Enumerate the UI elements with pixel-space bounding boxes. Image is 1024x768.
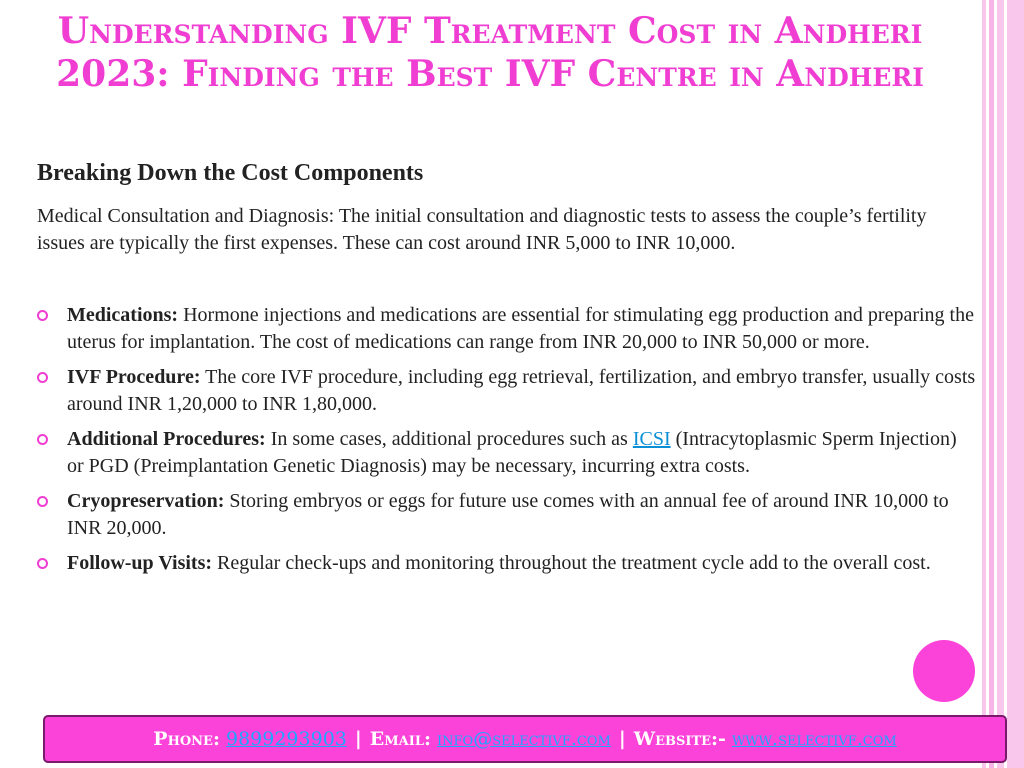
bullet-lead: IVF Procedure: bbox=[67, 366, 201, 388]
bullet-text: Storing embryos or eggs for future use comes with an annual fee of around INR 10,000 to INR 20,000. bbox=[67, 490, 949, 539]
list-item-additional-procedures bbox=[37, 426, 977, 480]
bullet-circle-icon bbox=[37, 496, 48, 507]
website-label: Website:- bbox=[633, 728, 726, 750]
bullet-circle-icon bbox=[37, 372, 48, 383]
list-item-ivf-procedure bbox=[37, 364, 977, 418]
bullet-text: (Intracytoplasmic Sperm Injection) or PGD (Preimplantation Genetic Diagnosis) may be necessary, incurring extra costs. bbox=[67, 428, 957, 477]
bullet-lead: Follow-up Visits: bbox=[67, 552, 213, 574]
bullet-lead: Cryopreservation: bbox=[67, 490, 225, 512]
list-item-follow-up bbox=[37, 550, 977, 577]
bullet-lead: Medications: bbox=[67, 304, 179, 326]
list-item-medications bbox=[37, 302, 977, 356]
bullet-circle-icon bbox=[37, 558, 48, 569]
bullet-text: Regular check-ups and monitoring throughout the treatment cycle add to the overall cost. bbox=[212, 552, 931, 574]
list-item-cryopreservation bbox=[37, 488, 977, 542]
bullet-text: Hormone injections and medications are essential for stimulating egg production and preparing the uterus for implantation. The cost of medications can range from INR 20,000 to INR 50,000 or more. bbox=[67, 304, 974, 353]
decorative-circle bbox=[913, 640, 975, 702]
bullet-circle-icon bbox=[37, 434, 48, 445]
contact-footer bbox=[43, 715, 1007, 763]
intro-paragraph: Medical Consultation and Diagnosis: The initial consultation and diagnostic tests to assess the couple’s fertility issues are typically the first expenses. These can cost around INR 5,000 to INR 10,000. bbox=[37, 205, 927, 254]
separator: | bbox=[618, 728, 626, 750]
email-link[interactable]: info@selectivf.com bbox=[437, 728, 611, 750]
website-link[interactable]: www.selectivf.com bbox=[731, 728, 897, 750]
phone-label: Phone: bbox=[153, 728, 220, 750]
bullet-circle-icon bbox=[37, 310, 48, 321]
section-heading: Breaking Down the Cost Components bbox=[37, 160, 424, 186]
email-label: Email: bbox=[369, 728, 431, 750]
separator: | bbox=[354, 728, 362, 750]
icsi-link[interactable]: ICSI bbox=[632, 428, 671, 450]
page-title: Understanding IVF Treatment Cost in Andheri 2023: Finding the Best IVF Centre in Andheri bbox=[56, 10, 924, 95]
bullet-text: The core IVF procedure, including egg retrieval, fertilization, and embryo transfer, usually costs around INR 1,20,000 to INR 1,80,000. bbox=[67, 366, 976, 415]
cost-components-list bbox=[37, 302, 977, 585]
bullet-lead: Additional Procedures: bbox=[67, 428, 266, 450]
phone-link[interactable]: 9899293903 bbox=[225, 728, 347, 750]
bullet-text: In some cases, additional procedures such as bbox=[265, 428, 633, 450]
decorative-stripes bbox=[978, 0, 1024, 768]
